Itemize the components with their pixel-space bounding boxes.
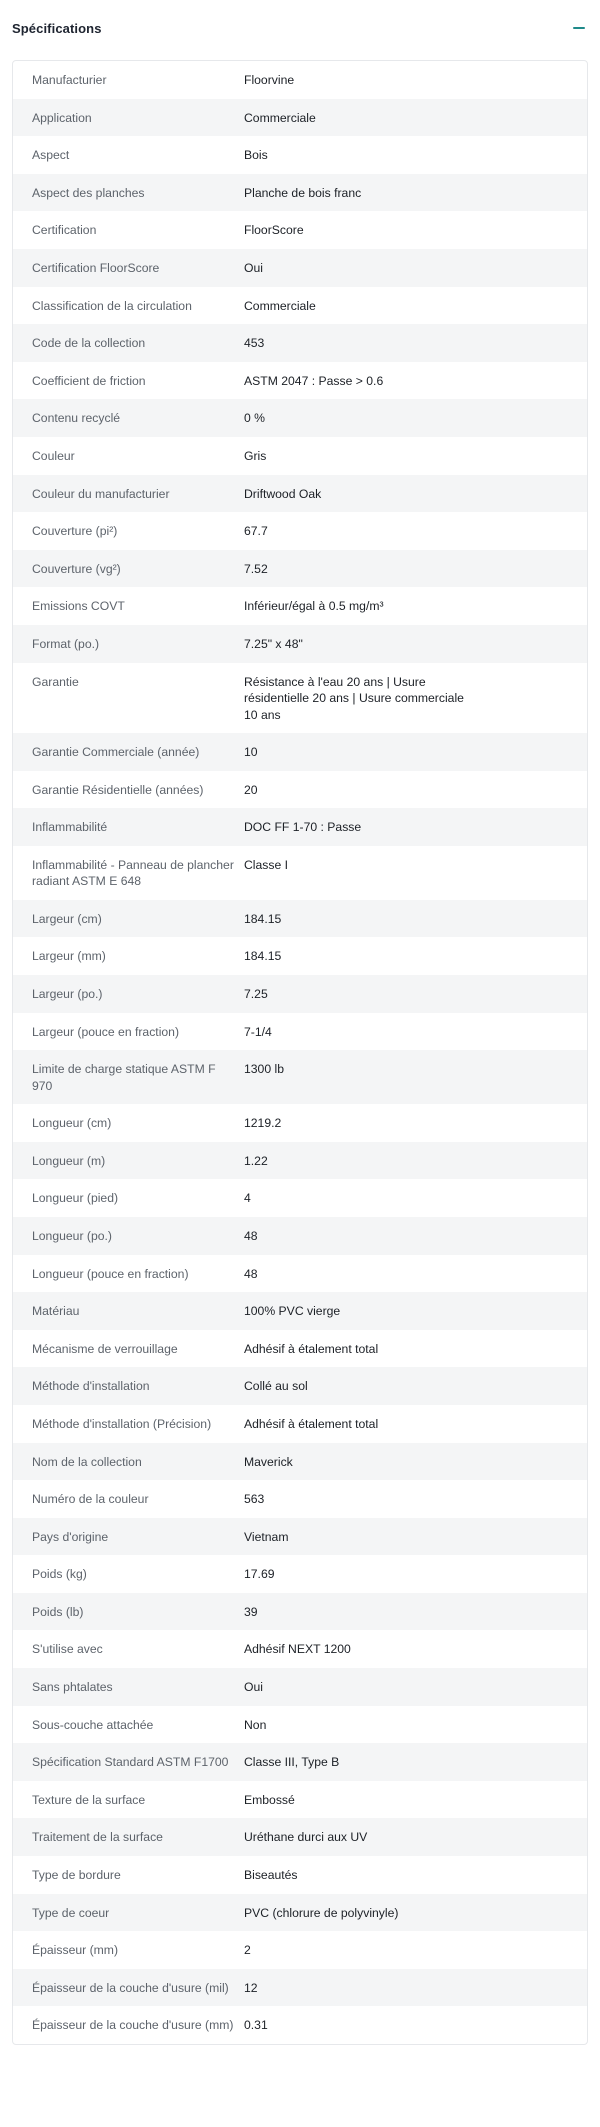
spec-label: Couverture (pi²) — [32, 524, 118, 539]
spec-row — [13, 399, 587, 437]
spec-label: Longueur (pied) — [32, 1191, 119, 1206]
spec-label: Longueur (m) — [32, 1153, 106, 1168]
spec-value: 7.25" x 48" — [244, 636, 303, 651]
spec-label: Format (po.) — [32, 636, 100, 651]
spec-label: Largeur (cm) — [32, 911, 102, 926]
spec-row — [13, 99, 587, 137]
spec-value: PVC (chlorure de polyvinyle) — [244, 1905, 399, 1920]
spec-label: Épaisseur (mm) — [32, 1943, 119, 1958]
spec-label: Méthode d'installation (Précision) — [32, 1416, 212, 1431]
spec-row — [13, 1104, 587, 1142]
spec-row — [13, 1969, 587, 2007]
spec-row — [13, 1179, 587, 1217]
spec-value: 48 — [244, 1266, 258, 1281]
spec-label: Pays d'origine — [32, 1529, 109, 1544]
spec-value: 48 — [244, 1228, 258, 1243]
spec-value: 2 — [244, 1943, 251, 1958]
spec-value: Floorvine — [244, 73, 295, 87]
spec-value: Classe III, Type B — [244, 1755, 340, 1770]
spec-label: Inflammabilité - Panneau de plancher radiant ASTM E 648 — [32, 857, 234, 889]
spec-row — [13, 625, 587, 663]
spec-row — [13, 249, 587, 287]
spec-label: Coefficient de friction — [32, 373, 146, 388]
spec-value: ASTM 2047 : Passe > 0.6 — [244, 373, 384, 388]
spec-value: Commerciale — [244, 110, 316, 125]
spec-value: 184.15 — [244, 949, 282, 964]
spec-row — [13, 2006, 587, 2044]
spec-value: Maverick — [244, 1454, 293, 1469]
spec-row — [13, 1330, 587, 1368]
spec-row — [13, 1443, 587, 1481]
spec-label: Contenu recyclé — [32, 411, 121, 426]
spec-value: 7.25 — [244, 986, 268, 1001]
spec-label: Largeur (pouce en fraction) — [32, 1024, 180, 1039]
spec-row — [13, 211, 587, 249]
spec-value: Classe I — [244, 857, 289, 872]
spec-value: Vietnam — [244, 1529, 289, 1544]
spec-label: S'utilise avec — [32, 1642, 103, 1657]
spec-row — [13, 1706, 587, 1744]
spec-row — [13, 975, 587, 1013]
spec-value: Uréthane durci aux UV — [244, 1830, 368, 1845]
spec-value: DOC FF 1-70 : Passe — [244, 820, 362, 835]
spec-label: Type de bordure — [32, 1868, 121, 1883]
spec-row — [13, 1931, 587, 1969]
spec-row — [13, 1856, 587, 1894]
spec-row — [13, 1630, 587, 1668]
spec-label: Classification de la circulation — [32, 298, 192, 313]
spec-label: Épaisseur de la couche d'usure (mm) — [32, 2018, 234, 2033]
spec-value: 7-1/4 — [244, 1024, 272, 1039]
spec-label: Aspect — [32, 148, 70, 163]
spec-row — [13, 1781, 587, 1819]
spec-value: 20 — [244, 782, 258, 797]
spec-row — [13, 900, 587, 938]
spec-label: Garantie — [32, 674, 79, 689]
spec-row — [13, 136, 587, 174]
spec-row — [13, 1292, 587, 1330]
spec-row — [13, 771, 587, 809]
spec-value: Planche de bois franc — [244, 185, 362, 200]
spec-value: 1300 lb — [244, 1062, 284, 1077]
spec-value: Collé au sol — [244, 1379, 308, 1394]
spec-label: Certification — [32, 223, 97, 238]
spec-value: Inférieur/égal à 0.5 mg/m³ — [244, 599, 384, 614]
spec-label: Méthode d'installation — [32, 1379, 150, 1394]
spec-value: 453 — [244, 336, 265, 351]
spec-row — [13, 1013, 587, 1051]
minus-icon — [573, 27, 585, 29]
spec-label: Couverture (vg²) — [32, 561, 121, 576]
spec-value: Biseautés — [244, 1868, 298, 1883]
spec-row — [13, 1480, 587, 1518]
spec-row — [13, 1894, 587, 1932]
spec-value: Adhésif NEXT 1200 — [244, 1642, 351, 1657]
spec-row — [13, 808, 587, 846]
spec-label: Inflammabilité — [32, 820, 108, 835]
spec-value: Embossé — [244, 1792, 295, 1807]
spec-row — [13, 1255, 587, 1293]
spec-row — [13, 1050, 587, 1104]
spec-row — [13, 1367, 587, 1405]
spec-value: 0.31 — [244, 2018, 268, 2033]
spec-row — [13, 1405, 587, 1443]
spec-label: Longueur (cm) — [32, 1116, 112, 1131]
spec-label: Poids (kg) — [32, 1567, 87, 1582]
spec-value: 67.7 — [244, 524, 268, 539]
spec-value: 10 — [244, 745, 258, 759]
spec-value: Adhésif à étalement total — [244, 1416, 379, 1431]
spec-label: Couleur — [32, 448, 75, 463]
spec-label: Aspect des planches — [32, 185, 145, 200]
spec-label: Épaisseur de la couche d'usure (mil) — [32, 1980, 229, 1995]
spec-label: Certification FloorScore — [32, 260, 160, 275]
spec-row — [13, 937, 587, 975]
spec-label: Nom de la collection — [32, 1454, 142, 1469]
spec-value: 184.15 — [244, 911, 282, 926]
collapse-button[interactable] — [570, 19, 588, 37]
spec-label: Matériau — [32, 1304, 80, 1319]
spec-label: Couleur du manufacturier — [32, 486, 170, 501]
spec-row — [13, 550, 587, 588]
spec-label: Largeur (po.) — [32, 986, 103, 1001]
spec-value: 1219.2 — [244, 1116, 282, 1131]
spec-label: Mécanisme de verrouillage — [32, 1341, 178, 1356]
spec-label: Garantie Résidentielle (années) — [32, 782, 204, 797]
spec-label: Longueur (po.) — [32, 1228, 112, 1243]
spec-value: 17.69 — [244, 1567, 275, 1582]
spec-row — [13, 1593, 587, 1631]
spec-row — [13, 1668, 587, 1706]
spec-row — [13, 174, 587, 212]
specifications-table — [12, 60, 588, 2045]
spec-label: Texture de la surface — [32, 1792, 146, 1807]
spec-label: Emissions COVT — [32, 599, 125, 614]
spec-label: Sous-couche attachée — [32, 1717, 154, 1732]
spec-label: Application — [32, 110, 92, 125]
spec-label: Limite de charge statique ASTM F 970 — [32, 1062, 216, 1093]
spec-value: Oui — [244, 1680, 263, 1695]
spec-label: Type de coeur — [32, 1905, 110, 1920]
spec-label: Poids (lb) — [32, 1604, 84, 1619]
spec-label: Longueur (pouce en fraction) — [32, 1266, 189, 1281]
spec-label: Manufacturier — [32, 73, 107, 87]
spec-value: 4 — [244, 1191, 251, 1206]
spec-row — [13, 1818, 587, 1856]
spec-label: Numéro de la couleur — [32, 1492, 149, 1507]
spec-label: Sans phtalates — [32, 1680, 113, 1695]
spec-value: Adhésif à étalement total — [244, 1341, 379, 1356]
spec-value: Résistance à l'eau 20 ans | Usure résidentielle 20 ans | Usure commerciale 10 ans — [244, 674, 464, 722]
spec-row — [13, 1217, 587, 1255]
spec-row — [13, 512, 587, 550]
spec-value: Oui — [244, 260, 263, 275]
spec-value: Driftwood Oak — [244, 486, 322, 501]
spec-row — [13, 437, 587, 475]
spec-row — [13, 663, 587, 734]
spec-row — [13, 287, 587, 325]
spec-label: Traitement de la surface — [32, 1830, 163, 1845]
specifications-accordion-header[interactable] — [0, 0, 600, 56]
spec-value: FloorScore — [244, 223, 304, 238]
spec-row — [13, 1743, 587, 1781]
spec-row — [13, 1518, 587, 1556]
spec-value: Non — [244, 1717, 267, 1732]
spec-value: 12 — [244, 1980, 258, 1995]
spec-row — [13, 587, 587, 625]
spec-value: 0 % — [244, 411, 266, 426]
spec-value: Commerciale — [244, 298, 316, 313]
spec-value: 39 — [244, 1604, 258, 1619]
spec-label: Garantie Commerciale (année) — [32, 745, 200, 759]
spec-value: 563 — [244, 1492, 265, 1507]
spec-value: 1.22 — [244, 1153, 268, 1168]
spec-label: Spécification Standard ASTM F1700 — [32, 1755, 229, 1770]
spec-value: 100% PVC vierge — [244, 1304, 341, 1319]
section-title: Spécifications — [12, 20, 102, 36]
spec-value: Gris — [244, 448, 267, 463]
spec-row — [13, 61, 587, 99]
spec-label: Code de la collection — [32, 336, 146, 351]
spec-row — [13, 1142, 587, 1180]
spec-label: Largeur (mm) — [32, 949, 106, 964]
spec-row — [13, 846, 587, 900]
spec-row — [13, 324, 587, 362]
spec-row — [13, 362, 587, 400]
spec-row — [13, 733, 587, 771]
spec-value: 7.52 — [244, 561, 268, 576]
spec-row — [13, 475, 587, 513]
spec-row — [13, 1555, 587, 1593]
spec-value: Bois — [244, 148, 268, 163]
